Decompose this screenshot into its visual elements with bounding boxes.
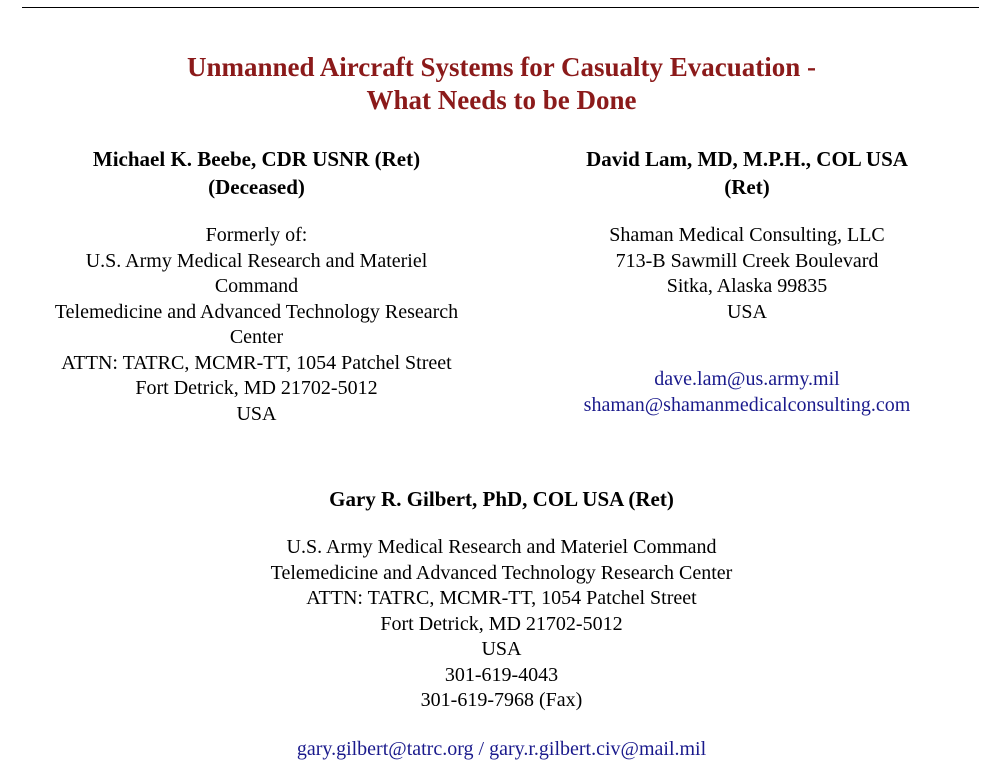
affiliation-line: 713-B Sawmill Creek Boulevard — [615, 249, 879, 272]
affiliation-line: ATTN: TATRC, MCMR-TT, 1054 Patchel Street — [61, 351, 452, 374]
affiliation-line: Shaman Medical Consulting, LLC — [609, 224, 885, 246]
affiliation-line: USA — [726, 300, 767, 323]
email-link[interactable]: gary.gilbert@tatrc.org — [296, 737, 474, 760]
affiliation-line: Formerly of: — [205, 224, 308, 246]
author-affiliation-lam — [532, 223, 962, 325]
author-affiliation-beebe — [28, 223, 485, 427]
affiliation-line: U.S. Army Medical Research and Materiel Command — [286, 536, 717, 558]
author-name-line: (Deceased) — [208, 175, 305, 199]
author-name-beebe — [28, 145, 485, 201]
author-emails-gilbert — [0, 737, 1003, 763]
paper-title-line-1: Unmanned Aircraft Systems for Casualty Evacuation - — [186, 52, 816, 82]
author-emails-lam — [532, 367, 962, 418]
paper-title — [0, 51, 1003, 117]
fax-line: 301-619-7968 (Fax) — [420, 689, 583, 711]
phone-line: 301-619-4043 — [444, 663, 559, 686]
affiliation-line: U.S. Army Medical Research and Materiel — [85, 249, 428, 272]
affiliation-line: Telemedicine and Advanced Technology Research — [54, 300, 459, 323]
affiliation-line: Telemedicine and Advanced Technology Research Center — [270, 561, 733, 584]
author-affiliation-gilbert — [0, 535, 1003, 714]
affiliation-line: Sitka, Alaska 99835 — [666, 275, 828, 297]
email-link[interactable]: dave.lam@us.army.mil — [654, 368, 840, 390]
affiliation-line: Center — [229, 326, 284, 348]
email-link[interactable]: gary.r.gilbert.civ@mail.mil — [489, 737, 707, 760]
author-name-line: (Ret) — [724, 175, 770, 199]
affiliation-line: Fort Detrick, MD 21702-5012 — [380, 612, 623, 635]
header-rule — [22, 7, 979, 8]
affiliation-line: USA — [236, 402, 277, 425]
affiliation-line: Fort Detrick, MD 21702-5012 — [135, 377, 378, 399]
email-link[interactable]: shaman@shamanmedicalconsulting.com — [583, 393, 911, 416]
affiliation-line: ATTN: TATRC, MCMR-TT, 1054 Patchel Street — [306, 587, 697, 609]
author-name-lam — [532, 145, 962, 201]
author-block-beebe — [28, 145, 485, 427]
affiliation-line: Command — [214, 275, 299, 297]
paper-title-line-2: What Needs to be Done — [366, 85, 637, 115]
author-block-gilbert — [0, 485, 1003, 762]
author-name-line: David Lam, MD, M.P.H., COL USA — [586, 147, 908, 171]
affiliation-line: USA — [481, 638, 522, 660]
author-block-lam — [532, 145, 962, 418]
author-name-line: Michael K. Beebe, CDR USNR (Ret) — [92, 147, 421, 171]
author-name-gilbert: Gary R. Gilbert, PhD, COL USA (Ret) — [329, 487, 674, 511]
email-separator: / — [473, 737, 490, 760]
